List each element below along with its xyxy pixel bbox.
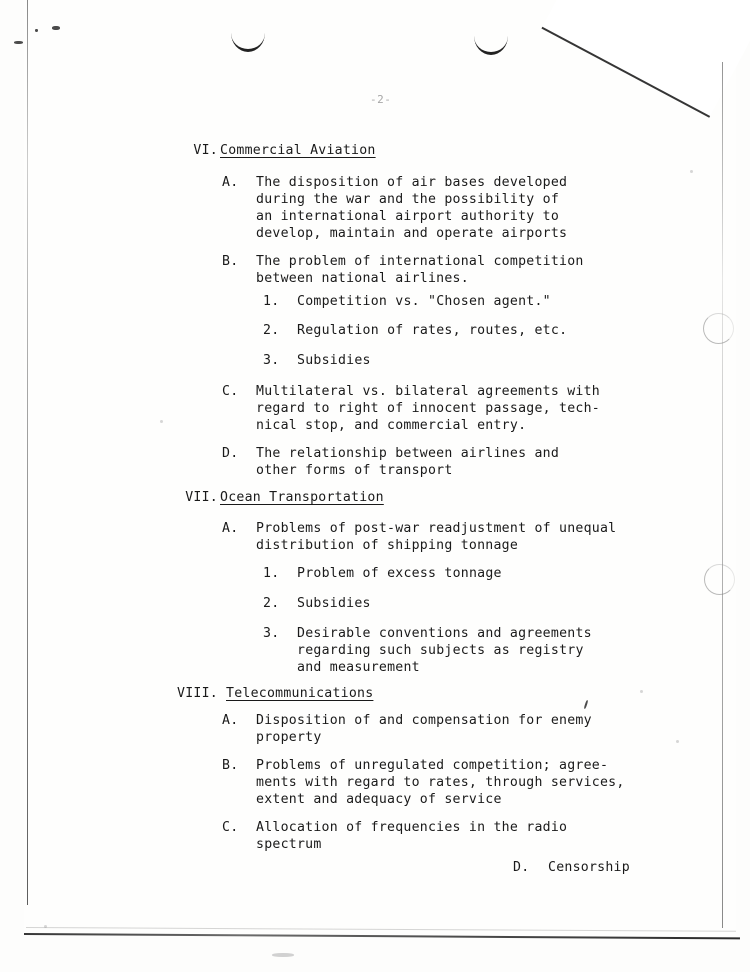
section-numeral-viii: VIII. (177, 686, 218, 701)
item-text-viii-a-line2: property (256, 730, 322, 745)
subitem-text-vii-a-3-line1: Desirable conventions and agreements (297, 626, 592, 641)
subitem-marker-vi-b-1: 1. (263, 294, 280, 309)
section-heading-commercial-aviation: Commercial Aviation (220, 143, 376, 158)
item-text-vi-d-line2: other forms of transport (256, 463, 453, 478)
item-marker-vi-d: D. (222, 446, 239, 461)
subitem-marker-vi-b-3: 3. (263, 353, 280, 368)
item-text-vi-a-line2: during the war and the possibility of (256, 192, 560, 207)
item-marker-vii-a: A. (222, 521, 239, 536)
item-marker-viii-a: A. (222, 713, 239, 728)
section-heading-ocean-transportation: Ocean Transportation (220, 490, 384, 505)
item-text-vii-a-line1: Problems of post-war readjustment of unequal (256, 521, 617, 536)
subitem-marker-vii-a-2: 2. (263, 596, 280, 611)
subitem-marker-vii-a-3: 3. (263, 626, 280, 641)
item-text-vii-a-line2: distribution of shipping tonnage (256, 538, 519, 553)
page-number: -2- (370, 93, 392, 106)
item-text-viii-c-line2: spectrum (256, 837, 322, 852)
section-numeral-vii: VII. (185, 490, 218, 505)
item-text-viii-b-line1: Problems of unregulated competition; agree- (256, 758, 609, 773)
subitem-text-vii-a-3-line2: regarding such subjects as registry (297, 643, 584, 658)
item-text-vi-a-line3: an international airport authority to (256, 209, 560, 224)
subitem-text-vii-a-1: Problem of excess tonnage (297, 566, 502, 581)
item-text-vi-b-line2: between national airlines. (256, 271, 469, 286)
subitem-text-vi-b-3: Subsidies (297, 353, 371, 368)
section-numeral-vi: VI. (193, 143, 218, 158)
item-marker-vi-a: A. (222, 175, 239, 190)
item-marker-vi-b: B. (222, 254, 239, 269)
item-marker-viii-b: B. (222, 758, 239, 773)
subitem-text-vi-b-2: Regulation of rates, routes, etc. (297, 323, 568, 338)
subitem-text-vi-b-1: Competition vs. "Chosen agent." (297, 294, 551, 309)
item-text-viii-b-line2: ments with regard to rates, through services, (256, 775, 625, 790)
item-marker-viii-d: D. (513, 860, 530, 875)
item-text-vi-a-line1: The disposition of air bases developed (256, 175, 568, 190)
subitem-text-vii-a-3-line3: and measurement (297, 660, 420, 675)
item-text-vi-c-line2: regard to right of innocent passage, tech- (256, 401, 600, 416)
item-marker-viii-c: C. (222, 820, 239, 835)
item-text-vi-b-line1: The problem of international competition (256, 254, 584, 269)
subitem-text-vii-a-2: Subsidies (297, 596, 371, 611)
item-text-vi-c-line1: Multilateral vs. bilateral agreements with (256, 384, 600, 399)
item-text-viii-d-line1: Censorship (548, 860, 630, 875)
item-text-viii-a-line1: Disposition of and compensation for enemy (256, 713, 592, 728)
subitem-marker-vii-a-1: 1. (263, 566, 280, 581)
item-text-viii-b-line3: extent and adequacy of service (256, 792, 502, 807)
item-marker-vi-c: C. (222, 384, 239, 399)
item-text-vi-d-line1: The relationship between airlines and (256, 446, 560, 461)
item-text-viii-c-line1: Allocation of frequencies in the radio (256, 820, 568, 835)
section-heading-telecommunications: Telecommunications (226, 686, 374, 701)
subitem-marker-vi-b-2: 2. (263, 323, 280, 338)
item-text-vi-c-line3: nical stop, and commercial entry. (256, 418, 527, 433)
item-text-vi-a-line4: develop, maintain and operate airports (256, 226, 568, 241)
scan-smudge (272, 953, 294, 957)
